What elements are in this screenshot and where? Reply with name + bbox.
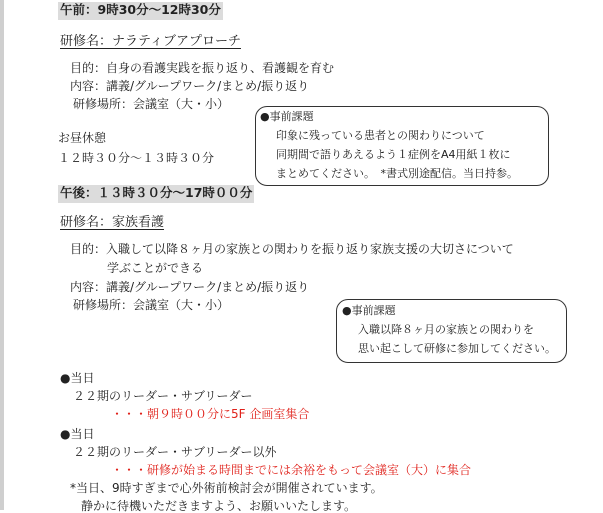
afternoon-assignment-title: ●事前課題	[342, 304, 396, 317]
morning-assignment-line: 印象に残っている患者との関わりについて	[276, 129, 485, 142]
morning-assignment-title: ●事前課題	[260, 110, 314, 123]
day-of-instruction: ・・・朝９時００分に5F 企画室集合	[111, 407, 310, 421]
morning-assignment-line: まとめてください。 *書式別途配信。当日持参。	[276, 167, 518, 180]
afternoon-session-header: 午後：１３時３０分～17時００分	[58, 185, 254, 203]
morning-assignment-box	[255, 106, 549, 186]
morning-content: 内容：講義/グループワーク/まとめ/振り返り	[70, 79, 310, 93]
footnote: *当日、9時すぎまで心外術前検討会が開催されています。	[70, 481, 383, 495]
afternoon-purpose-continued: 学ぶことができる	[107, 261, 204, 275]
lunch-time: １２時３０分～１３時３０分	[58, 151, 215, 165]
afternoon-assignment-line: 入職以降８ヶ月の家族との関わりを	[358, 323, 534, 336]
day-of-label: ●当日	[60, 371, 95, 385]
morning-assignment-line: 同期間で語りあえるよう１症例をA4用紙１枚に	[276, 148, 511, 161]
morning-place: 研修場所：会議室（大・小）	[73, 97, 230, 111]
footnote: 静かに待機いただきますよう、お願いいたします。	[81, 499, 357, 513]
afternoon-assignment-line: 思い起こして研修に参加してください。	[358, 342, 556, 355]
morning-training-title: 研修名：ナラティブアプローチ	[60, 34, 241, 49]
lunch-label: お昼休憩	[58, 131, 107, 145]
day-of-instruction: ・・・研修が始まる時間までには余裕をもって会議室（大）に集合	[111, 463, 472, 477]
page-left-edge	[0, 0, 4, 510]
afternoon-place: 研修場所：会議室（大・小）	[73, 298, 230, 312]
afternoon-purpose: 目的：入職して以降８ヶ月の家族との関わりを振り返り家族支援の大切さについて	[70, 242, 514, 256]
day-of-target: ２２期のリーダー・サブリーダー	[73, 389, 253, 403]
day-of-target: ２２期のリーダー・サブリーダー以外	[73, 445, 277, 459]
morning-session-header: 午前：9時30分～12時30分	[58, 2, 223, 20]
afternoon-training-title: 研修名：家族看護	[60, 215, 165, 230]
afternoon-assignment-box	[336, 299, 567, 363]
morning-purpose: 目的：自身の看護実践を振り返り、看護観を育む	[70, 61, 335, 75]
afternoon-content: 内容：講義/グループワーク/まとめ/振り返り	[70, 280, 310, 294]
day-of-label: ●当日	[60, 427, 95, 441]
